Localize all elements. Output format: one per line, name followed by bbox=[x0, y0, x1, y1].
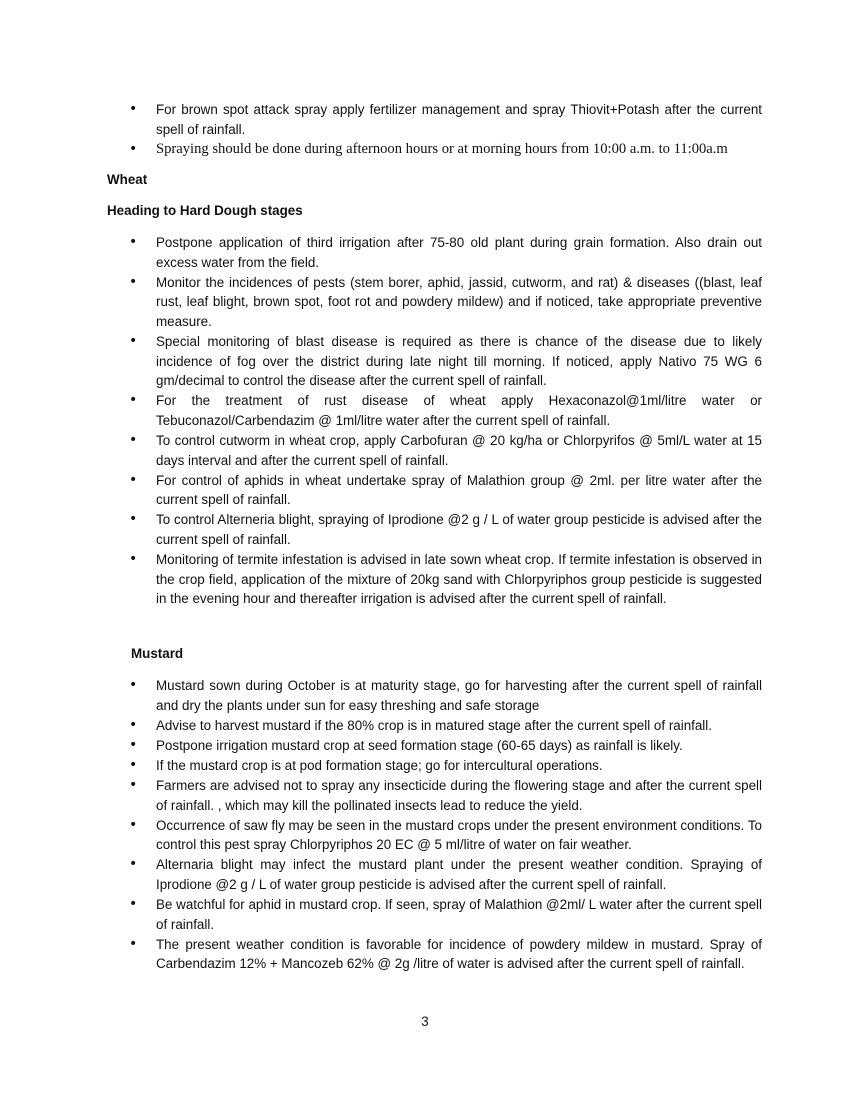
list-item: • To control cutworm in wheat crop, apply Carbofuran @ 20 kg/ha or Chlorpyrifos @ 5ml/L water at 15 days interval and after the current spell of rainfall. bbox=[107, 431, 762, 470]
wheat-bullet-list bbox=[107, 233, 762, 609]
list-item: • Monitoring of termite infestation is advised in late sown wheat crop. If termite infestation is observed in the crop field, application of the mixture of 20kg sand with Chlorpyriphos group pesticide is suggested in the evening hour and thereafter irrigation is advised after the current spell of rainfall. bbox=[107, 550, 762, 609]
mustard-bullet-list bbox=[107, 676, 762, 974]
list-item: • Occurrence of saw fly may be seen in the mustard crops under the present environment conditions. To control this pest spray Chlorpyriphos 20 EC @ 5 ml/litre of water on fair weather. bbox=[107, 816, 762, 855]
list-item: • Farmers are advised not to spray any insecticide during the flowering stage and after the current spell of rainfall. , which may kill the pollinated insects lead to reduce the yield. bbox=[107, 776, 762, 815]
list-item: • Advise to harvest mustard if the 80% crop is in matured stage after the current spell of rainfall. bbox=[107, 716, 762, 736]
list-item: • Monitor the incidences of pests (stem borer, aphid, jassid, cutworm, and rat) & diseases ((blast, leaf rust, leaf blight, brown spot, foot rot and powdery mildew) and if noticed, take appropriate preventive measure. bbox=[107, 273, 762, 332]
list-item: • To control Alterneria blight, spraying of Iprodione @2 g / L of water group pesticide is advised after the current spell of rainfall. bbox=[107, 510, 762, 549]
list-item: • Postpone irrigation mustard crop at seed formation stage (60-65 days) as rainfall is likely. bbox=[107, 736, 762, 756]
list-item: • Mustard sown during October is at maturity stage, go for harvesting after the current spell of rainfall and dry the plants under sun for easy threshing and safe storage bbox=[107, 676, 762, 715]
list-item: • Spraying should be done during afternoon hours or at morning hours from 10:00 a.m. to 11:00a.m bbox=[107, 140, 762, 160]
section-heading-wheat: Wheat bbox=[107, 172, 148, 187]
section-heading-mustard: Mustard bbox=[131, 646, 184, 661]
intro-bullet-list bbox=[107, 100, 762, 159]
list-item: • Postpone application of third irrigation after 75-80 old plant during grain formation. Also drain out excess water from the field. bbox=[107, 233, 762, 272]
list-item: • Alternaria blight may infect the mustard plant under the present weather condition. Spraying of Iprodione @2 g / L of water group pesticide is advised after the current spell of rainfall. bbox=[107, 855, 762, 894]
list-item: • If the mustard crop is at pod formation stage; go for intercultural operations. bbox=[107, 756, 762, 776]
list-item: • Be watchful for aphid in mustard crop. If seen, spray of Malathion @2ml/ L water after the current spell of rainfall. bbox=[107, 895, 762, 934]
list-item: • Special monitoring of blast disease is required as there is chance of the disease due to likely incidence of fog over the district during late night till morning. If noticed, apply Nativo 75 WG 6 gm/decimal to control the disease after the current spell of rainfall. bbox=[107, 332, 762, 391]
list-item: • The present weather condition is favorable for incidence of powdery mildew in mustard. Spray of Carbendazim 12% + Mancozeb 62% @ 2g /litre of water is advised after the current spell of rainfall. bbox=[107, 935, 762, 974]
list-item: • For the treatment of rust disease of wheat apply Hexaconazol@1ml/litre water or Tebuconazol/Carbendazim @ 1ml/litre water after the current spell of rainfall. bbox=[107, 391, 762, 430]
list-item: • For brown spot attack spray apply fertilizer management and spray Thiovit+Potash after the current spell of rainfall. bbox=[107, 100, 762, 139]
list-item: • For control of aphids in wheat undertake spray of Malathion group @ 2ml. per litre water after the current spell of rainfall. bbox=[107, 471, 762, 510]
subheading-stage: Heading to Hard Dough stages bbox=[107, 203, 303, 218]
page-number: 3 bbox=[421, 1014, 429, 1029]
